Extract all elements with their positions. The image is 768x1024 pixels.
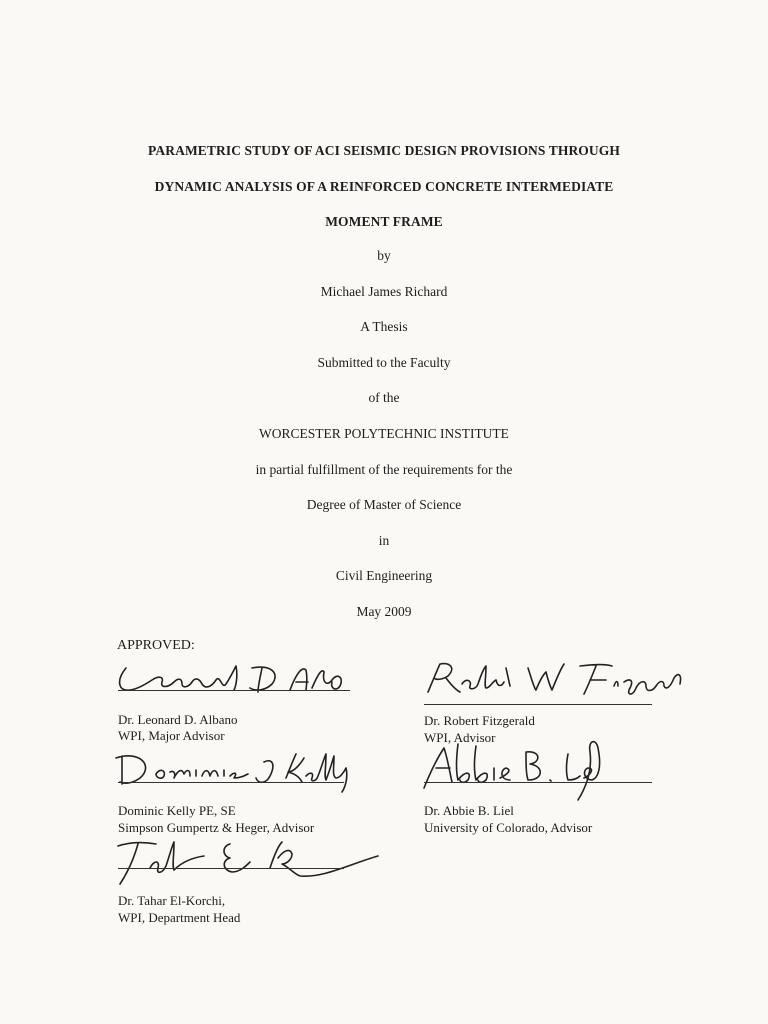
by-text: by — [377, 248, 391, 263]
fitzgerald-name: Dr. Robert Fitzgerald — [424, 713, 535, 728]
kelly-role: Simpson Gumpertz & Heger, Advisor — [118, 820, 315, 835]
fitzgerald-signature-line — [424, 704, 652, 705]
author-name: Michael James Richard — [320, 284, 448, 299]
thesis-label: A Thesis — [360, 319, 408, 334]
elkorchi-signature-line — [118, 868, 344, 869]
kelly-signature-line — [118, 782, 344, 783]
approved-label: APPROVED: — [117, 638, 195, 653]
in-text: in — [378, 533, 390, 548]
liel-signature — [418, 728, 618, 804]
fitzgerald-role: WPI, Advisor — [424, 730, 496, 745]
degree-text: Degree of Master of Science — [306, 497, 462, 512]
title-line-3: MOMENT FRAME — [325, 214, 443, 229]
title-line-1: PARAMETRIC STUDY OF ACI SEISMIC DESIGN PROVISIONS THROUGH — [148, 143, 620, 158]
kelly-signature — [110, 748, 360, 798]
elkorchi-role: WPI, Department Head — [118, 910, 241, 925]
fitzgerald-signature — [420, 658, 690, 704]
field-text: Civil Engineering — [335, 568, 433, 583]
fulfillment-text: in partial fulfillment of the requirements for the — [255, 462, 513, 477]
liel-name: Dr. Abbie B. Liel — [424, 803, 514, 818]
date-text: May 2009 — [356, 604, 412, 619]
albano-signature — [112, 660, 352, 698]
elkorchi-name: Dr. Tahar El-Korchi, — [118, 893, 226, 908]
title-line-2: DYNAMIC ANALYSIS OF A REINFORCED CONCRETE INTERMEDIATE — [154, 179, 614, 194]
of-the-text: of the — [368, 390, 400, 405]
elkorchi-signature — [110, 834, 390, 890]
institute-name: WORCESTER POLYTECHNIC INSTITUTE — [259, 426, 509, 441]
liel-signature-line — [424, 782, 652, 783]
liel-role: University of Colorado, Advisor — [424, 820, 593, 835]
albano-signature-line — [118, 690, 350, 691]
albano-role: WPI, Major Advisor — [118, 728, 225, 743]
kelly-name: Dominic Kelly PE, SE — [118, 803, 236, 818]
albano-name: Dr. Leonard D. Albano — [118, 712, 238, 727]
submitted-text: Submitted to the Faculty — [317, 355, 451, 370]
